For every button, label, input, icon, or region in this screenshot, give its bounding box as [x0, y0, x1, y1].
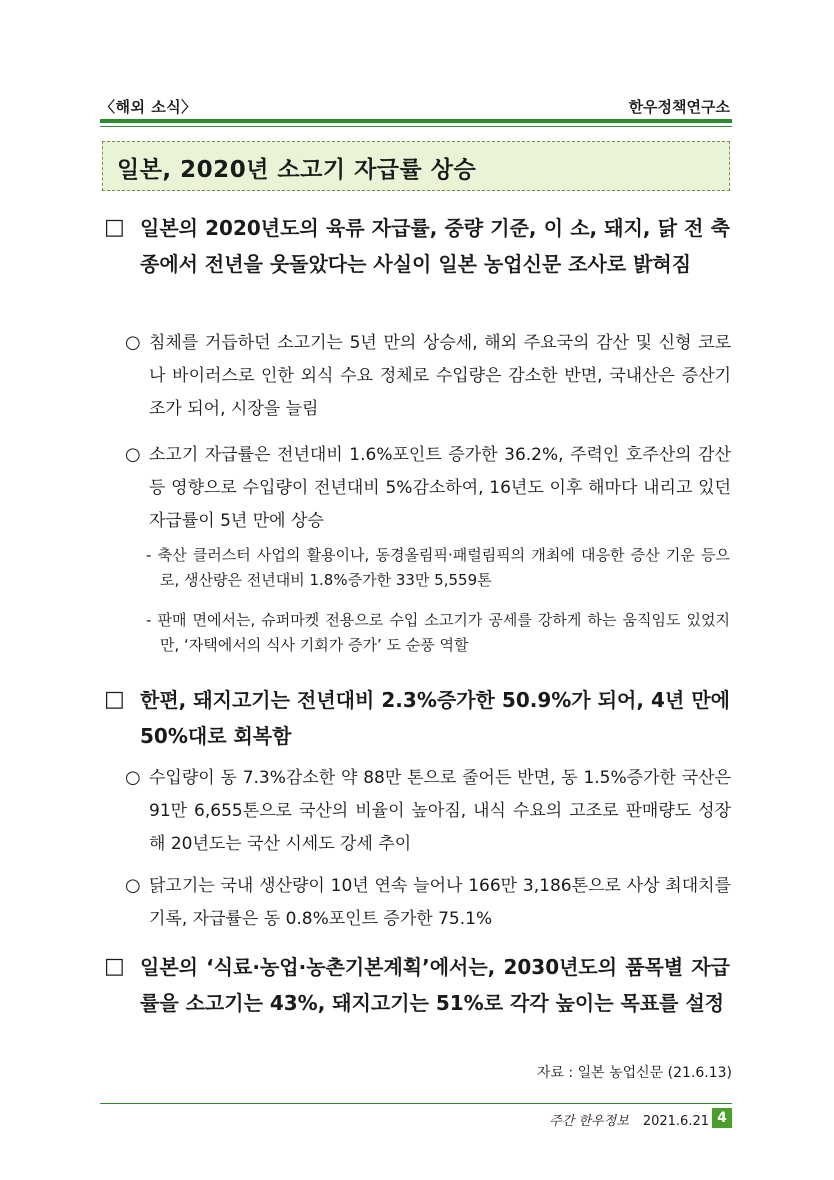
page-title: 일본, 2020년 소고기 자급률 상승	[117, 157, 477, 183]
section-1-dash-2: - 판매 면에서는, 슈퍼마켓 전용으로 수입 소고기가 공세를 강하게 하는 움직임도 있었지만, ‘자택에서의 식사 기회가 증가’ 도 순풍 역할	[146, 611, 730, 654]
footer-publication: 주간 한우정보	[549, 1114, 629, 1129]
page-number: 4	[712, 1108, 732, 1128]
section-1-item-1-text: 침체를 거듭하던 소고기는 5년 만의 상승세, 해외 주요국의 감산 및 신형 코로나 바이러스로 인한 외식 수요 정체로 수입량은 감소한 반면, 국내산은 증산기조가 되어, 시장을 늘림	[149, 333, 731, 419]
section-1-dash-1: - 축산 클러스터 사업의 활용이나, 동경올림픽·패럴림픽의 개최에 대응한 증산 기운 등으로, 생산량은 전년대비 1.8%증가한 33만 5,559톤	[146, 546, 730, 589]
section-1-bullet: □	[104, 215, 125, 240]
header-rule-thick	[100, 119, 732, 123]
section-1-item-2-text: 소고기 자급률은 전년대비 1.6%포인트 증가한 36.2%, 주력인 호주산의 감산 등 영향으로 수입량이 전년대비 5%감소하여, 16년도 이후 해마다 내리고 있던 자급률이 5년 만에 상승	[149, 445, 731, 531]
footer-info	[549, 1110, 709, 1129]
section-2-item-2-bullet: ○	[125, 875, 141, 896]
section-3-bullet: □	[104, 954, 125, 979]
section-1-item-2-bullet: ○	[125, 444, 141, 465]
footer-date: 2021.6.21	[642, 1114, 709, 1129]
header-section-label: 〈해외 소식〉	[100, 98, 197, 116]
section-1-text: 일본의 2020년도의 육류 자급률, 중량 기준, 이 소, 돼지, 닭 전 축종에서 전년을 웃돌았다는 사실이 일본 농업신문 조사로 밝혀짐	[140, 216, 730, 276]
section-1-item-1-bullet: ○	[125, 332, 141, 353]
section-2-text: 한편, 돼지고기는 전년대비 2.3%증가한 50.9%가 되어, 4년 만에 50%대로 회복함	[140, 688, 730, 748]
title-box	[102, 141, 730, 191]
section-2-item-2-text: 닭고기는 국내 생산량이 10년 연속 늘어나 166만 3,186톤으로 사상 최대치를 기록, 자급률은 동 0.8%포인트 증가한 75.1%	[149, 876, 731, 929]
section-3-text: 일본의 ‘식료·농업·농촌기본계획’에서는, 2030년도의 품목별 자급률을 소고기는 43%, 돼지고기는 51%로 각각 높이는 목표를 설정	[140, 955, 730, 1015]
section-2-item-1-text: 수입량이 동 7.3%감소한 약 88만 톤으로 줄어든 반면, 동 1.5%증가한 국산은 91만 6,655톤으로 국산의 비율이 높아짐, 내식 수요의 고조로 판매량도 성장해 20년도는 국산 시세도 강세 추이	[149, 768, 731, 854]
source-citation: 자료 : 일본 농업신문 (21.6.13)	[536, 1065, 732, 1081]
footer-rule	[100, 1103, 732, 1104]
section-2-item-1-bullet: ○	[125, 767, 141, 788]
header-rule-thin	[100, 126, 732, 127]
header-org-name: 한우정책연구소	[628, 98, 730, 116]
section-2-bullet: □	[104, 687, 125, 712]
